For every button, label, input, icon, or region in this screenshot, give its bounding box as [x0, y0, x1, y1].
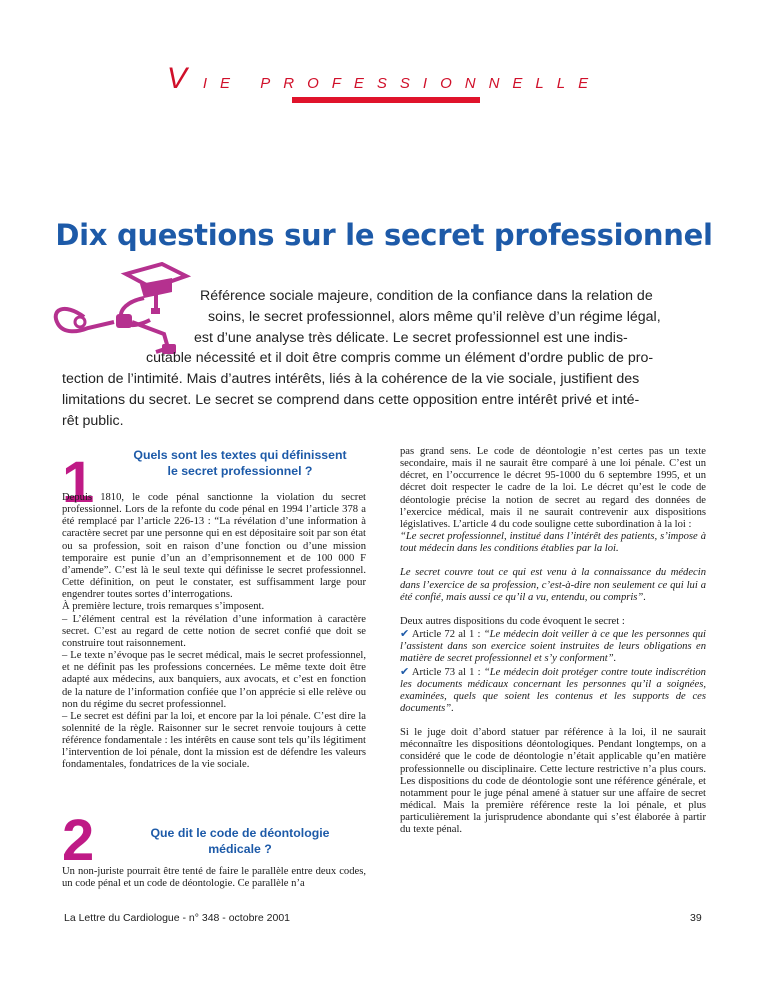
section-rule: [292, 97, 480, 103]
intro-line-4: cutable nécessité et il doit être compris comme un élément d’ordre public de pro-: [146, 350, 654, 366]
paragraph: Depuis 1810, le code pénal sanctionne la violation du secret professionnel. Lors de la refonte du code pénal en 1994 l’article 378 a été remplacé par l’article 226-13 : “La révélation d’une information à caractère secret par une personne qui en est dépositaire soit par son état ou sa profession, soit en raison d’une fonction ou d’une mission temporaire est punie d’un an d’emprisonnement et de 100 000 F d’amende”. C’est là le seul texte qui définisse le secret professionnel. Cette définition, on peut le constater, est suffisamment large pour engendrer toutes sortes d’interrogations.: [62, 492, 366, 601]
question-number-1: 1: [62, 450, 95, 515]
article-72: ✔ Article 72 al 1 : “Le médecin doit veiller à ce que les personnes qui l’assistent dans son exercice soient instruites de leurs obligations en matière de secret professionnel et s’y conforment”.: [400, 628, 706, 665]
intro-line-6: limitations du secret. Le secret se comprend dans cette opposition entre intérêt privé et inté-: [62, 392, 640, 408]
left-column-bottom: [62, 866, 366, 890]
check-icon: ✔: [400, 628, 410, 641]
question-title-2-line-1: Que dit le code de déontologie: [150, 826, 330, 840]
left-column: [62, 492, 366, 772]
paragraph: Si le juge doit d’abord statuer par référence à la loi, il ne saurait méconnaître les dispositions déontologiques. Pendant longtemps, on a considéré que le code de déontologie n’était applicable qu’en matière professionnelle ou disciplinaire. Cette lecture restrictive n’a plus cours. Les dispositions du code de déontologie sont une référence générale, et notamment pour le juge pénal amené à statuer sur une affaire de secret médical. Mais la première référence reste la loi pénale, et plus particulièrement la jurisprudence abondante qui s’est élaborée à partir du texte pénal.: [400, 727, 706, 836]
quote-paragraph: “Le secret professionnel, institué dans l’intérêt des patients, s’impose à tout médecin dans les conditions établies par la loi.: [400, 531, 706, 555]
paragraph: Deux autres dispositions du code évoquent le secret :: [400, 615, 625, 627]
question-number-2: 2: [62, 808, 95, 873]
paragraph: Un non-juriste pourrait être tenté de faire le parallèle entre deux codes, un code pénal et un code de déontologie. Ce parallèle n’a: [62, 866, 366, 890]
footer-journal: La Lettre du Cardiologue - n° 348 - octobre 2001: [64, 912, 291, 924]
paragraph: À première lecture, trois remarques s’imposent.: [62, 601, 265, 613]
spacer: [400, 555, 706, 567]
intro-line-2: soins, le secret professionnel, alors même qu’il relève d’un régime légal,: [208, 309, 661, 325]
question-title-2-line-2: médicale ?: [208, 841, 272, 856]
section-title: VIE PROFESSIONNELLE: [166, 62, 602, 95]
section-header: [0, 62, 768, 96]
article-73: ✔ Article 73 al 1 : “Le médecin doit protéger contre toute indiscrétion les documents médicaux concernant les personnes qu’il a soignées, examinées, quels que soient les contenus et les supports de ces documents”.: [400, 665, 706, 714]
paragraph: – Le secret est défini par la loi, et encore par la loi pénale. C’est dire la solennité de la règle. Raisonner sur le secret renvoie toujours à cette référence fondamentale : les intérêts en cause sont tels qu’ils légitiment l’intervention de loi pénale, dont la mission est de défendre les valeurs fondamentales, fondatrices de la vie sociale.: [62, 710, 366, 771]
quote-paragraph: Le secret couvre tout ce qui est venu à la connaissance du médecin dans l’exercice de sa profession, c’est-à-dire non seulement ce qui lui a été confié, mais aussi ce qu’il a vu, entendu, ou compris”.: [400, 567, 706, 603]
question-title-1-line-1: Quels sont les textes qui définissent: [133, 448, 347, 462]
cap-stethoscope-logo: [44, 262, 194, 357]
paragraph: – L’élément central est la révélation d’une information à caractère secret. C’est au regard de cette notion de secret confié que doit se construire tout raisonnement.: [62, 613, 366, 649]
spacer: [400, 604, 706, 616]
intro-line-1: Référence sociale majeure, condition de la confiance dans la relation de: [200, 288, 653, 304]
page-number: 39: [690, 912, 702, 924]
paragraph: – Le texte n’évoque pas le secret médical, mais le secret professionnel, et ne définit pas les professions concernées. Le même texte doit être adapté aux médecins, aux banquiers, aux avocats, et c’est en fonction de la nature de l’information confiée que l’on apprécie si elle relève ou non du régime du secret professionnel.: [62, 650, 366, 710]
spacer: [400, 715, 706, 727]
page-title: Dix questions sur le secret professionnel: [55, 218, 713, 252]
paragraph: pas grand sens. Le code de déontologie n’est certes pas un texte secondaire, mais il ne saurait être comparé à une loi pénale. C’est un décret, en l’occurrence le décret 95-1000 du 6 septembre 1995, et un décret doit respecter le cadre de la loi. Le décret qu’est le code de déontologie précise la notion de secret au regard des données de l’exercice médical, mais il ne saurait contrevenir aux dispositions législatives. L’article 4 du code souligne cette subordination à la loi :: [400, 446, 706, 530]
question-title-2: [110, 826, 370, 857]
intro-line-5: tection de l’intimité. Mais d’autres intérêts, liés à la cohérence de la vie sociale, justifient des: [62, 371, 640, 387]
intro-line-7: rêt public.: [62, 413, 124, 429]
intro-line-3: est d’une analyse très délicate. Le secret professionnel est une indis-: [194, 330, 628, 346]
right-column: [400, 446, 706, 837]
check-icon: ✔: [400, 665, 410, 678]
question-title-1-line-2: le secret professionnel ?: [167, 463, 313, 478]
question-title-1: [110, 448, 370, 479]
